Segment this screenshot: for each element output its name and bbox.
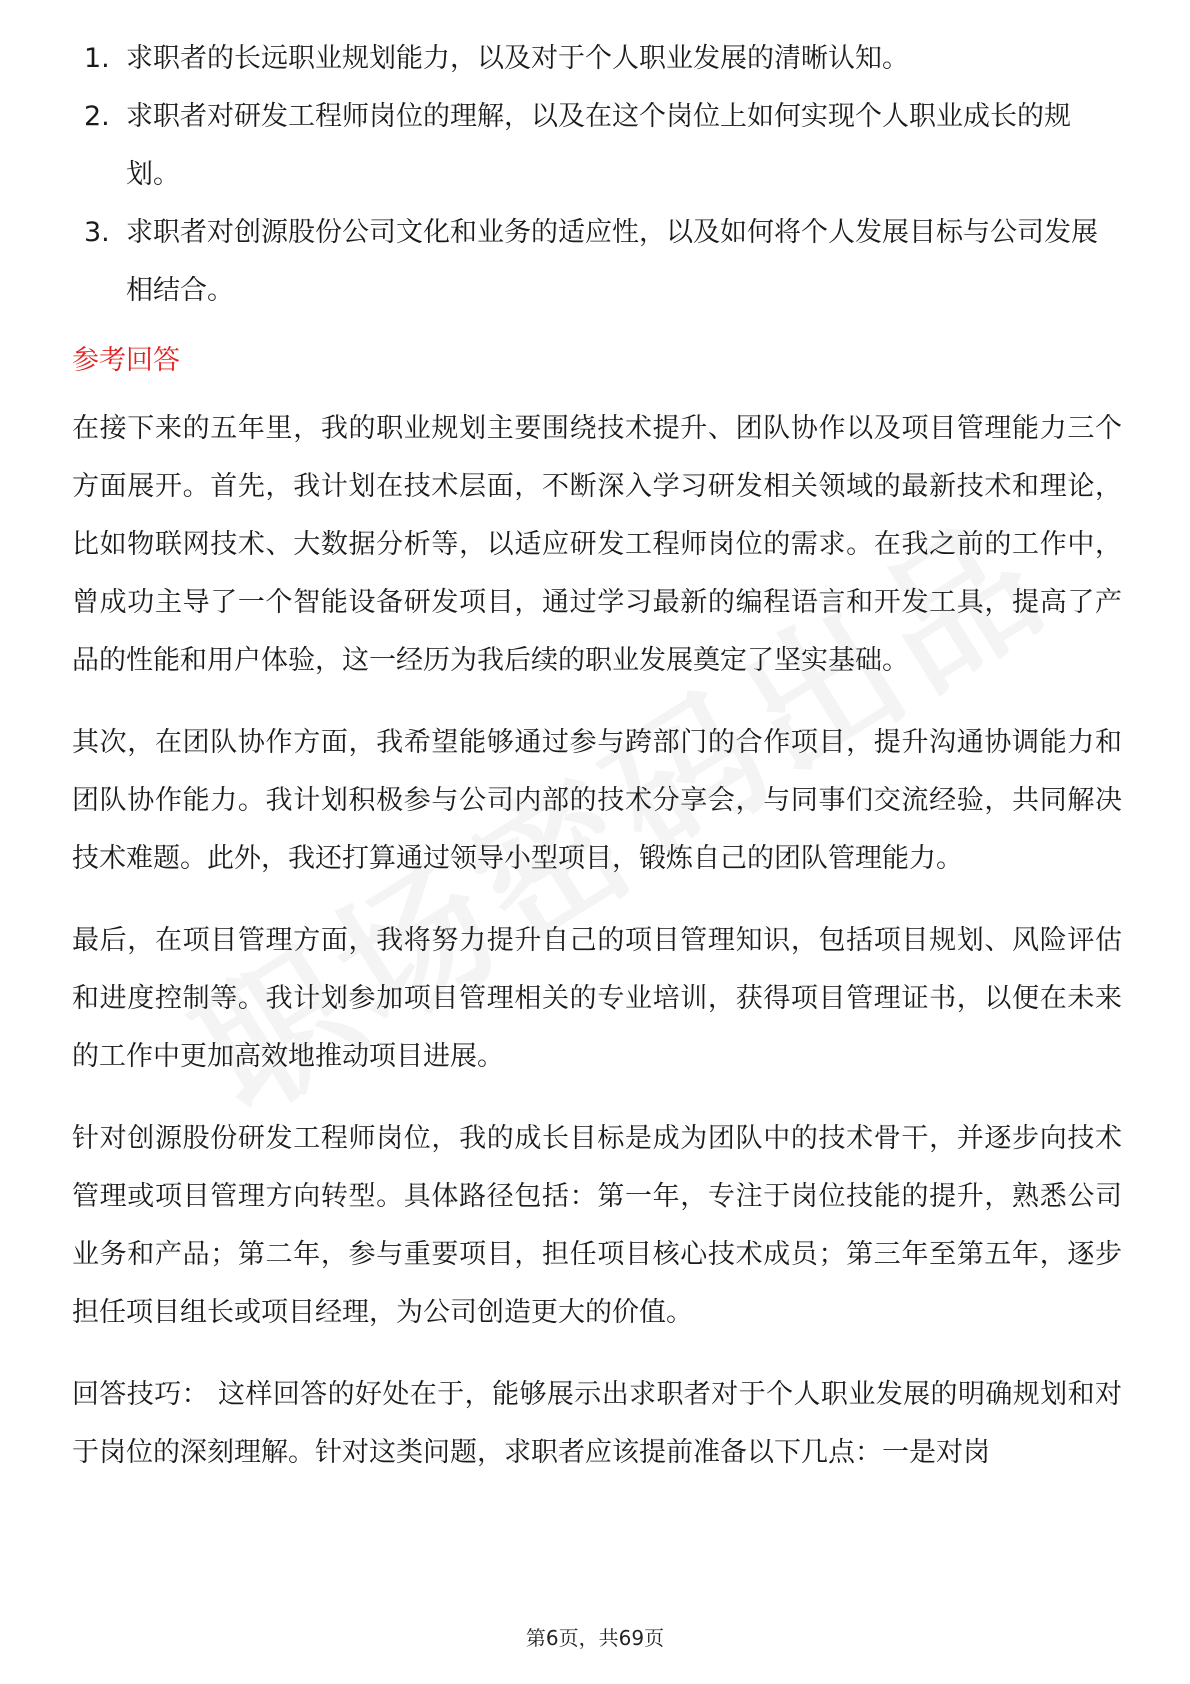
answer-paragraph: 最后，在项目管理方面，我将努力提升自己的项目管理知识，包括项目规划、风险评估和进度控制等。我计划参加项目管理相关的专业培训，获得项目管理证书，以便在未来的工作中更加高效地推动项目进展。 — [72, 925, 1122, 1072]
list-item-number: 2. — [84, 101, 110, 132]
section-heading: 参考回答 — [72, 345, 180, 376]
list-item — [72, 88, 1122, 204]
page-footer: 第6页，共69页 — [525, 1626, 665, 1650]
evaluation-criteria-list — [72, 30, 1122, 320]
answer-paragraph: 在接下来的五年里，我的职业规划主要围绕技术提升、团队协作以及项目管理能力三个方面展开。首先，我计划在技术层面，不断深入学习研发相关领域的最新技术和理论，比如物联网技术、大数据分析等，以适应研发工程师岗位的需求。在我之前的工作中，曾成功主导了一个智能设备研发项目，通过学习最新的编程语言和开发工具，提高了产品的性能和用户体验，这一经历为我后续的职业发展奠定了坚实基础。 — [72, 413, 1122, 676]
list-item — [72, 30, 1122, 88]
list-item — [72, 204, 1122, 320]
answer-paragraph: 针对创源股份研发工程师岗位，我的成长目标是成为团队中的技术骨干，并逐步向技术管理或项目管理方向转型。具体路径包括：第一年，专注于岗位技能的提升，熟悉公司业务和产品；第二年，参与重要项目，担任项目核心技术成员；第三年至第五年，逐步担任项目组长或项目经理，为公司创造更大的价值。 — [72, 1123, 1122, 1328]
list-item-number: 1. — [84, 43, 110, 74]
list-item-text: 求职者对研发工程师岗位的理解，以及在这个岗位上如何实现个人职业成长的规划。 — [126, 101, 1071, 190]
list-item-text: 求职者的长远职业规划能力，以及对于个人职业发展的清晰认知。 — [126, 43, 909, 74]
answer-paragraph: 其次，在团队协作方面，我希望能够通过参与跨部门的合作项目，提升沟通协调能力和团队协作能力。我计划积极参与公司内部的技术分享会，与同事们交流经验，共同解决技术难题。此外，我还打算通过领导小型项目，锻炼自己的团队管理能力。 — [72, 727, 1122, 874]
page-content — [72, 30, 1122, 1506]
list-item-number: 3. — [84, 217, 110, 248]
answer-tips-paragraph: 回答技巧： 这样回答的好处在于，能够展示出求职者对于个人职业发展的明确规划和对于岗位的深刻理解。针对这类问题，求职者应该提前准备以下几点：一是对岗 — [72, 1379, 1122, 1468]
list-item-text: 求职者对创源股份公司文化和业务的适应性，以及如何将个人发展目标与公司发展相结合。 — [126, 217, 1098, 306]
